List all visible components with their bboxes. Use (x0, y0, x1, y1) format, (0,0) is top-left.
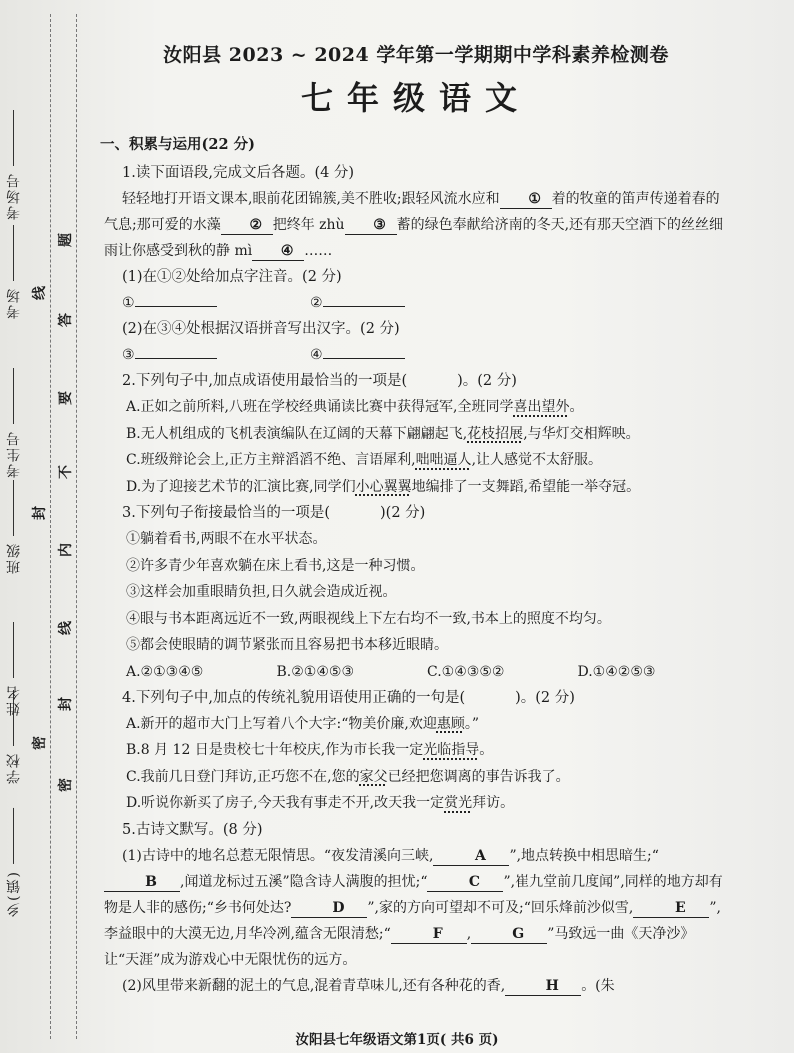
question-1-passage (104, 186, 728, 264)
option-b[interactable]: B.8 月 12 日是贵校七十年校庆,作为市长我一定光临指导。 (126, 742, 494, 758)
seal-char: 密 (58, 778, 74, 792)
answer-blank[interactable] (135, 358, 217, 359)
question-5-part-1 (104, 843, 728, 973)
answer-blank[interactable]: B (104, 873, 180, 892)
question-3-sentence: ①躺着看书,两眼不在水平状态。 (126, 531, 327, 547)
option-c[interactable]: C.班级辩论会上,正方主辩滔滔不绝、言语犀利,咄咄逼人,让人感觉不太舒服。 (126, 452, 603, 468)
question-3-sentence: ③这样会加重眼睛负担,日久就会造成近视。 (126, 584, 397, 600)
seal-char: 封 (58, 697, 74, 711)
passage-text: (2)风里带来新翻的泥土的气息,混着青草味儿,还有各种花的香, (122, 977, 506, 994)
page-footer: 汝阳县七年级语文第1页( 共6 页) (295, 1032, 499, 1048)
answer-blank[interactable] (135, 306, 217, 307)
field-label: 班级 (6, 542, 22, 574)
passage-text: ”,崔九堂前几度闻”,同样的地方却有物是人非的感伤;“乡书何处达? (104, 873, 723, 916)
question-5-part-2 (104, 973, 728, 999)
option-b[interactable]: B.②①④⑤③ (276, 663, 354, 680)
seal-char: 内 (58, 543, 74, 557)
field-township[interactable] (4, 808, 24, 917)
binding-margin (0, 0, 102, 1053)
option-a[interactable]: A.正如之前所料,八班在学校经典诵读比赛中获得冠军,全班同学喜出望外。 (126, 399, 584, 415)
emphasized-phrase: 光临指导 (423, 742, 480, 758)
answer-blank[interactable] (323, 306, 405, 307)
option-d[interactable]: D.听说你新买了房子,今天我有事走不开,改天我一定赏光拜访。 (126, 795, 515, 811)
option-b[interactable]: B.无人机组成的飞机表演编队在辽阔的天幕下翩翩起飞,花枝招展,与华灯交相辉映。 (126, 425, 640, 442)
answer-blank[interactable]: ③ (345, 216, 397, 235)
option-c[interactable]: C.①④③⑤② (427, 663, 505, 680)
passage-text: ,闻道龙标过五溪”隐含诗人满腹的担忧;“ (180, 873, 428, 890)
question-3-sentence: ②许多青少年喜欢躺在床上看书,这是一种习惯。 (126, 557, 425, 574)
answer-blank[interactable]: ④ (252, 242, 304, 261)
field-label: 考生号 (6, 430, 22, 478)
seal-char: 题 (58, 233, 74, 247)
question-3-sentence: ⑤都会使眼睛的调节紧张而且容易把书本移近眼睛。 (126, 637, 448, 653)
answer-blank[interactable]: ① (500, 190, 552, 209)
passage-text: 把终年 zhù (272, 217, 345, 233)
passage-text: 蓄的绿色奉献给济南的冬天,还有那天空酒下的丝丝细雨让你感受到秋的静 mì (104, 217, 724, 259)
seal-char: 不 (58, 465, 74, 479)
emphasized-phrase: 赏光 (444, 795, 473, 811)
passage-text: , (466, 925, 472, 942)
passage-text: 着的牧童的笛声传递着春的气息;那可爱的水藻 (104, 191, 720, 233)
question-3-sentence: ④眼与书本距离远近不一致,两眼视线上下左右均不一致,书本上的照度不均匀。 (126, 610, 611, 627)
seal-line-inner (76, 14, 77, 1039)
answer-blank[interactable]: C (427, 873, 503, 892)
emphasized-phrase: 花枝招展 (467, 425, 524, 442)
question-2-options (104, 394, 728, 500)
option-a[interactable]: A.②①③④⑤ (126, 663, 204, 680)
passage-text: 。(朱 (581, 977, 615, 994)
seal-line-outer (50, 14, 51, 1039)
emphasized-phrase: 喜出望外 (513, 399, 570, 415)
passage-text: 轻轻地打开语文课本,眼前花团锦簇,美不胜收;跟轻风流水应和 (122, 191, 500, 207)
field-exam-room-number[interactable] (4, 110, 24, 220)
section-heading: 一、积累与运用(22 分) (100, 136, 255, 153)
answer-blank[interactable]: A (433, 847, 509, 866)
question-1-sub2: (2)在③④处根据汉语拼音写出汉字。(2 分) (122, 321, 400, 337)
field-exam-room[interactable] (4, 225, 24, 319)
exam-content (100, 40, 728, 999)
option-d[interactable]: D.①④②⑤③ (577, 663, 656, 680)
question-1-sub2-answers: ③ ④ (104, 342, 728, 368)
seal-char: 线 (32, 286, 48, 300)
emphasized-phrase: 惠顾 (436, 715, 465, 732)
seal-char: 答 (58, 313, 74, 327)
field-label: 乡(镇) (6, 870, 22, 917)
seal-char: 要 (58, 391, 74, 405)
field-label: 姓名 (6, 684, 22, 716)
passage-text: ”,家的方向可望却不可及;“回乐烽前沙似雪, (367, 899, 634, 916)
passage-text: …… (304, 243, 333, 259)
passage-text: ”马致远一曲《天净沙》让“天涯”成为游戏心中无限忧伤的远方。 (104, 925, 695, 968)
answer-blank[interactable]: G (471, 925, 547, 944)
question-3-stem: 3.下列句子衔接最恰当的一项是( )(2 分) (122, 505, 426, 521)
exam-title: 汝阳县 2023 ~ 2024 学年第一学期期中学科素养检测卷 (163, 44, 669, 66)
option-d[interactable]: D.为了迎接艺术节的汇演比赛,同学们小心翼翼地编排了一支舞蹈,希望能一举夺冠。 (126, 478, 641, 495)
answer-blank[interactable]: E (633, 899, 709, 918)
field-student-number[interactable] (4, 368, 24, 478)
passage-text: ”,李益眼中的大漠无边,月华冷冽,蕴含无限清愁;“ (104, 899, 721, 942)
question-3-options (126, 659, 728, 685)
passage-text: ”,地点转换中相思暗生;“ (509, 847, 659, 864)
question-5-stem: 5.古诗文默写。(8 分) (122, 821, 263, 838)
answer-blank[interactable] (323, 358, 405, 359)
passage-text: (1)古诗中的地名总惹无限情思。“夜发清溪向三峡, (122, 847, 434, 864)
field-name[interactable] (4, 622, 24, 716)
emphasized-phrase: 小心翼翼 (355, 478, 412, 495)
question-4-options (104, 711, 728, 817)
answer-blank[interactable]: F (391, 925, 467, 944)
question-1-sub1: (1)在①②处给加点字注音。(2 分) (122, 269, 342, 285)
question-1-stem: 1.读下面语段,完成文后各题。(4 分) (122, 165, 355, 181)
answer-blank[interactable]: D (291, 899, 367, 918)
field-class[interactable] (4, 480, 24, 574)
field-label: 考场 (6, 287, 22, 319)
seal-char: 封 (32, 506, 48, 520)
seal-char: 密 (32, 736, 48, 750)
emphasized-phrase: 家父 (359, 768, 388, 785)
option-c[interactable]: C.我前几日登门拜访,正巧您不在,您的家父已经把您调离的事告诉我了。 (126, 768, 570, 785)
emphasized-phrase: 咄咄逼人 (415, 452, 472, 468)
field-label: 学校 (6, 752, 22, 784)
question-2-stem: 2.下列句子中,加点成语使用最恰当的一项是( )。(2 分) (122, 373, 517, 389)
field-label: 考场号 (6, 172, 22, 220)
question-1-sub1-answers: ① ② (104, 290, 728, 316)
seal-char: 线 (58, 621, 74, 635)
question-4-stem: 4.下列句子中,加点的传统礼貌用语使用正确的一句是( )。(2 分) (122, 689, 575, 706)
answer-blank[interactable]: H (505, 977, 581, 996)
exam-subject: 七年级语文 (300, 79, 531, 117)
option-a[interactable]: A.新开的超市大门上写着八个大字:“物美价廉,欢迎惠顾。” (126, 715, 480, 732)
answer-blank[interactable]: ② (221, 216, 273, 235)
